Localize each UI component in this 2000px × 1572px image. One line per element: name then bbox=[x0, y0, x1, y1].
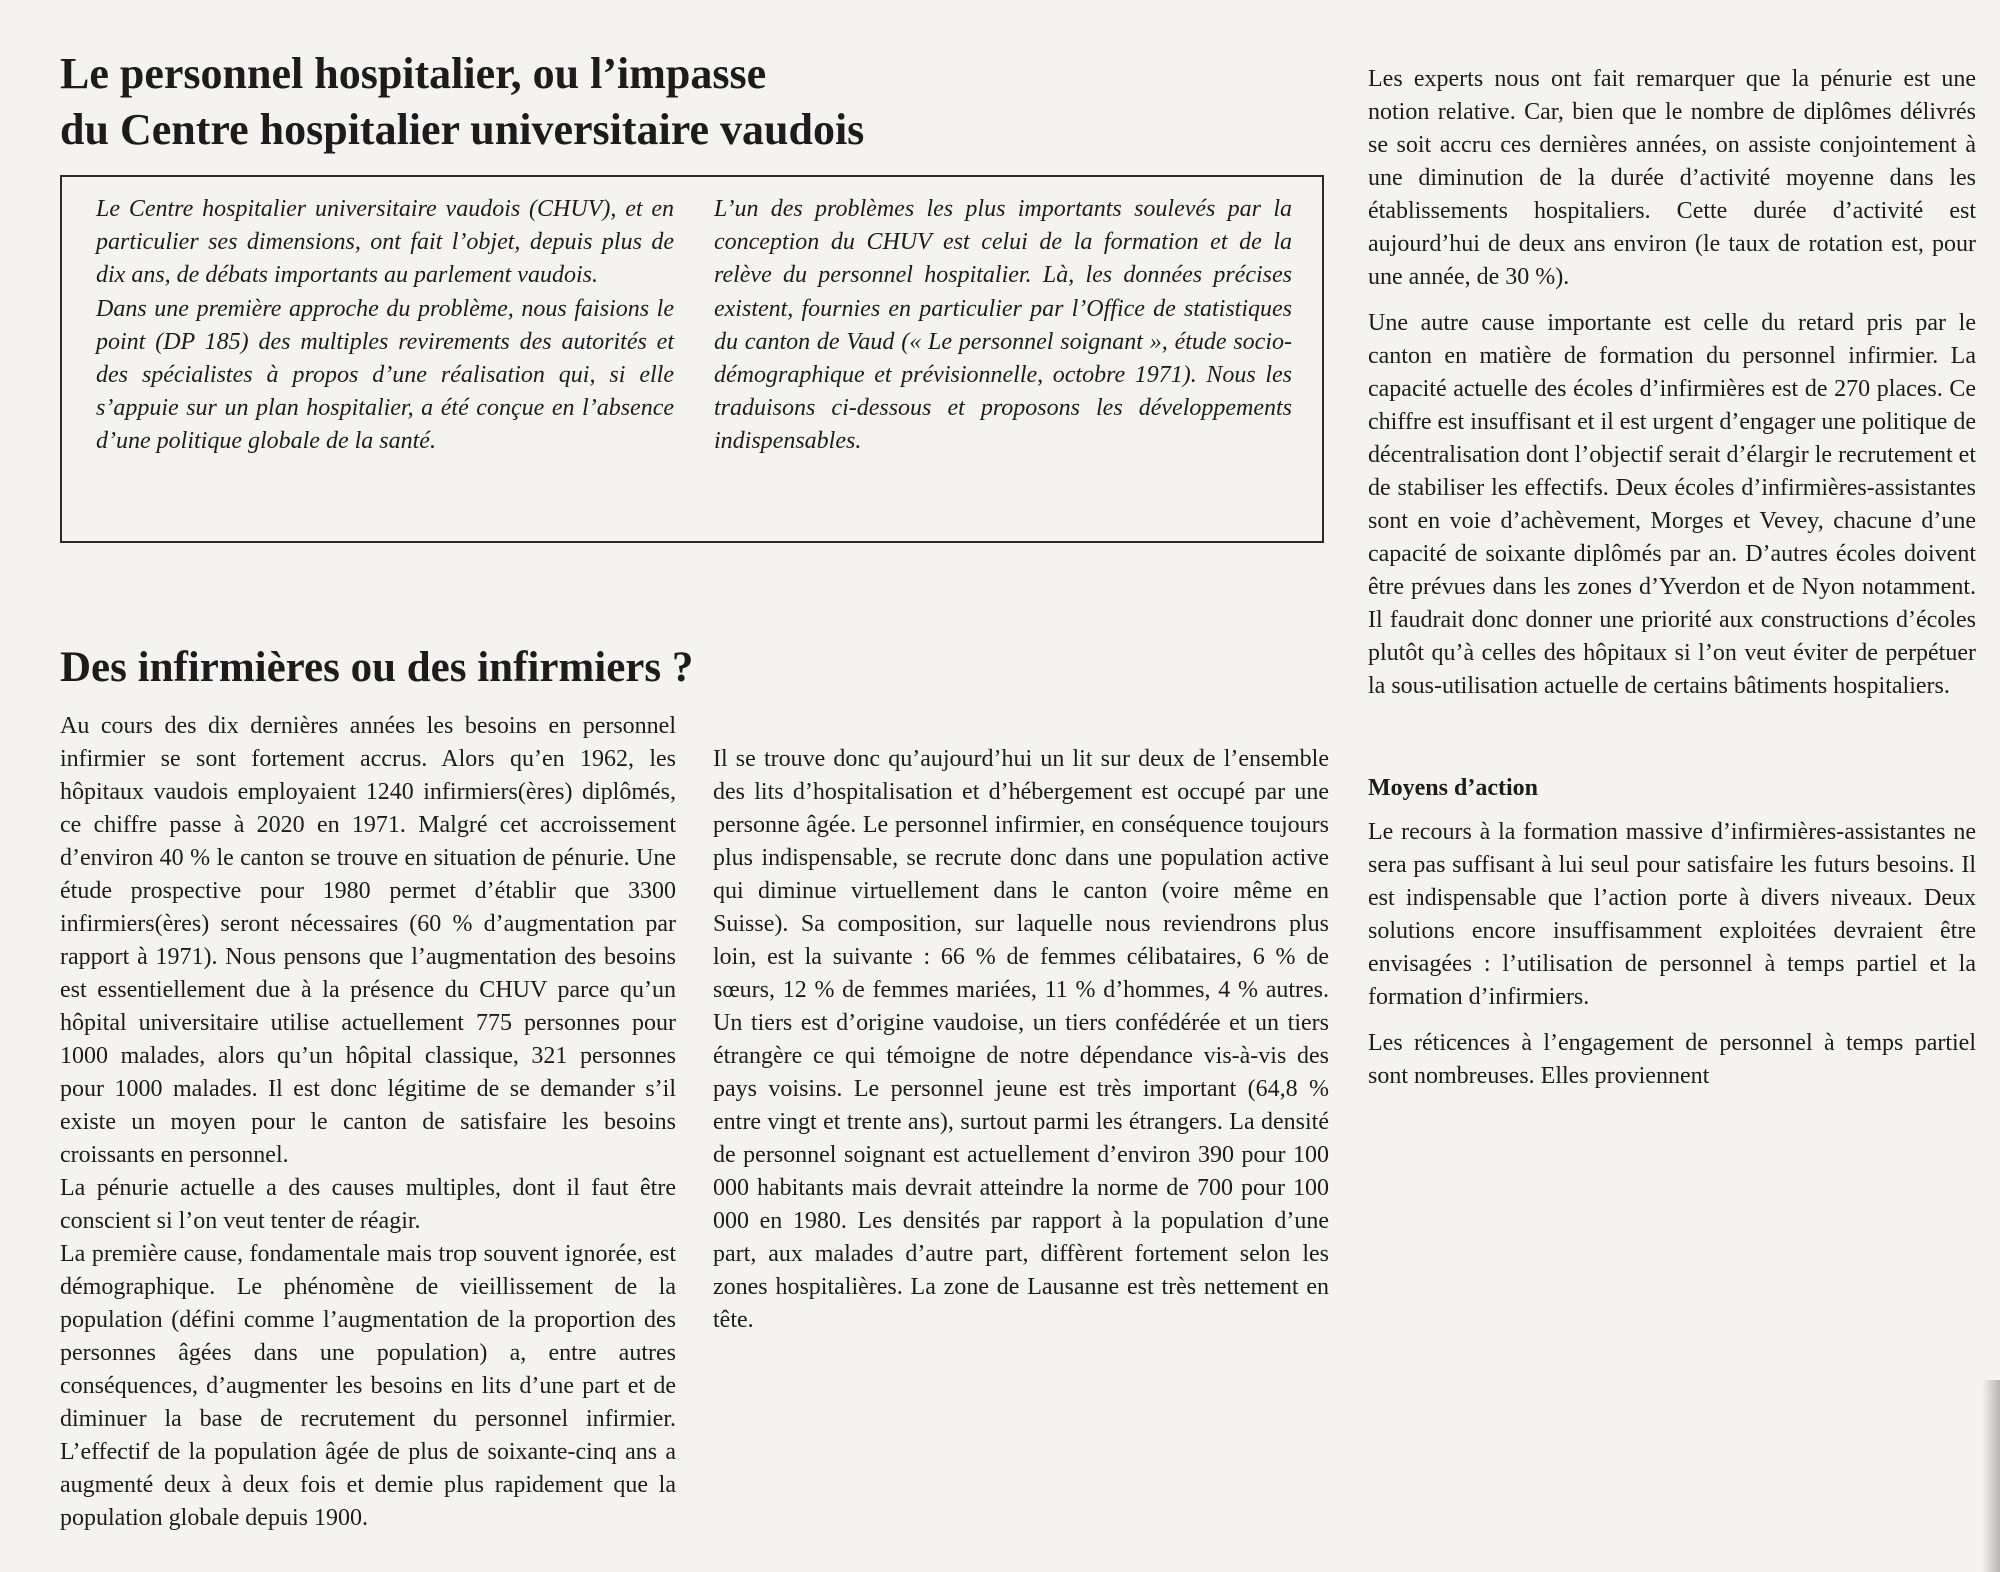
body-column-3 bbox=[1368, 50, 1976, 1093]
body-column-1 bbox=[60, 710, 676, 1535]
article-title bbox=[60, 46, 1310, 158]
body-paragraph: Une autre cause importante est celle du retard pris par le canton en matière de formation du personnel infirmier. La capacité actuelle des écoles d’infirmières est de 270 places. Ce chiffre est insuffisant et il est urgent d’engager une politique de décentralisation dont l’objectif serait d’élargir le recrutement et de stabiliser les effectifs. Deux écoles d’infirmières-assistantes sont en voie d’achèvement, Morges et Vevey, chacune d’une capacité de soixante diplômés par an. D’autres écoles doivent être prévues dans les zones d’Yverdon et de Nyon notamment. Il faudrait donc donner une priorité aux constructions d’écoles plutôt qu’à celles des hôpitaux si l’on veut éviter de perpétuer la sous-utilisation actuelle de certains bâtiments hospitaliers. bbox=[1368, 310, 1976, 699]
intro-paragraph: Le Centre hospitalier universitaire vaudois (CHUV), et en particulier ses dimensions, ont fait l’objet, depuis plus de dix ans, de débats importants au parlement vaudois. bbox=[96, 196, 674, 289]
article-title-line-2: du Centre hospitalier universitaire vaudois bbox=[60, 105, 865, 154]
page-edge-shadow bbox=[1982, 1380, 2000, 1572]
body-paragraph: Les réticences à l’engagement de personnel à temps partiel sont nombreuses. Elles proviennent bbox=[1368, 1030, 1976, 1089]
body-paragraph: Le recours à la formation massive d’infirmières-assistantes ne sera pas suffisant à lui seul pour satisfaire les futurs besoins. Il est indispensable que l’action porte à divers niveaux. Deux solutions encore insuffisamment exploitées devraient être envisagées : l’utilisation de personnel à temps partiel et la formation d’infirmiers. bbox=[1368, 819, 1976, 1010]
intro-paragraph: L’un des problèmes les plus importants soulevés par la conception du CHUV est celui de la formation et de la relève du personnel hospitalier. Là, les données précises existent, fournies en particulier par l’Office de statistiques du canton de Vaud (« Le personnel soignant », étude socio-démographique et prévisionnelle, octobre 1971). Nous les traduisons ci-dessous et proposons les développements indispensables. bbox=[714, 196, 1292, 455]
intro-column-right bbox=[714, 193, 1292, 459]
body-paragraph: Les experts nous ont fait remarquer que la pénurie est une notion relative. Car, bien que le nombre de diplômes délivrés se soit accru ces dernières années, on assiste conjointement à une diminution de la durée d’activité moyenne dans les établissements hospitaliers. Cette durée d’activité est aujourd’hui de deux ans environ (le taux de rotation est, pour une année, de 30 %). bbox=[1368, 66, 1976, 290]
subheading: Moyens d’action bbox=[1368, 775, 1538, 801]
intro-box bbox=[60, 175, 1324, 543]
article-title-line-1: Le personnel hospitalier, ou l’impasse bbox=[60, 49, 767, 98]
body-paragraph: Au cours des dix dernières années les besoins en personnel infirmier se sont fortement accrus. Alors qu’en 1962, les hôpitaux vaudois employaient 1240 infirmiers(ères) diplômés, ce chiffre passe à 2020 en 1971. Malgré cet accroissement d’environ 40 % le canton se trouve en situation de pénurie. Une étude prospective pour 1980 permet d’établir que 3300 infirmiers(ères) seront nécessaires (60 % d’augmentation par rapport à 1971). Nous pensons que l’augmentation des besoins est essentiellement due à la présence du CHUV parce qu’un hôpital universitaire utilise actuellement 775 personnes pour 1000 malades, alors qu’un hôpital classique, 321 personnes pour 1000 malades. Il est donc légitime de se demander s’il existe un moyen pour le canton de satisfaire les besoins croissants en personnel. bbox=[60, 713, 676, 1168]
body-paragraph: Il se trouve donc qu’aujourd’hui un lit sur deux de l’ensemble des lits d’hospitalisation et d’hébergement est occupé par une personne âgée. Le personnel infirmier, en conséquence toujours plus indispensable, se recrute donc dans une population active qui diminue virtuellement dans le canton (voire même en Suisse). Sa composition, sur laquelle nous reviendrons plus loin, est la suivante : 66 % de femmes célibataires, 6 % de sœurs, 12 % de femmes mariées, 11 % d’hommes, 4 % autres. Un tiers est d’origine vaudoise, un tiers confédérée et un tiers étrangère ce qui témoigne de notre dépendance vis-à-vis des pays voisins. Le personnel jeune est très important (64,8 % entre vingt et trente ans), surtout parmi les étrangers. La densité de personnel soignant est actuellement d’environ 390 pour 100 000 habitants mais devrait atteindre la norme de 700 pour 100 000 en 1980. Les densités par rapport à la population d’une part, aux malades d’autre part, diffèrent fortement selon les zones hospitalières. La zone de Lausanne est très nettement en tête. bbox=[713, 746, 1329, 1333]
intro-paragraph: Dans une première approche du problème, nous faisions le point (DP 185) des multiples revirements des autorités et des spécialistes à propos d’une réalisation qui, si elle s’appuie sur un plan hospitalier, a été conçue en l’absence d’une politique globale de la santé. bbox=[96, 295, 674, 455]
intro-column-left bbox=[96, 193, 674, 459]
body-paragraph: La première cause, fondamentale mais trop souvent ignorée, est démographique. Le phénomène de vieillissement de la population (défini comme l’augmentation de la proportion des personnes âgées dans une population) a, entre autres conséquences, d’augmenter les besoins en lits d’une part et de diminuer la base de recrutement du personnel infirmier. L’effectif de la population âgée de plus de soixante-cinq ans a augmenté deux à deux fois et demie plus rapidement que la population globale depuis 1900. bbox=[60, 1241, 676, 1531]
body-column-2 bbox=[713, 710, 1329, 1337]
body-paragraph: La pénurie actuelle a des causes multiples, dont il faut être conscient si l’on veut tenter de réagir. bbox=[60, 1175, 676, 1234]
section-heading: Des infirmières ou des infirmiers ? bbox=[60, 644, 694, 691]
